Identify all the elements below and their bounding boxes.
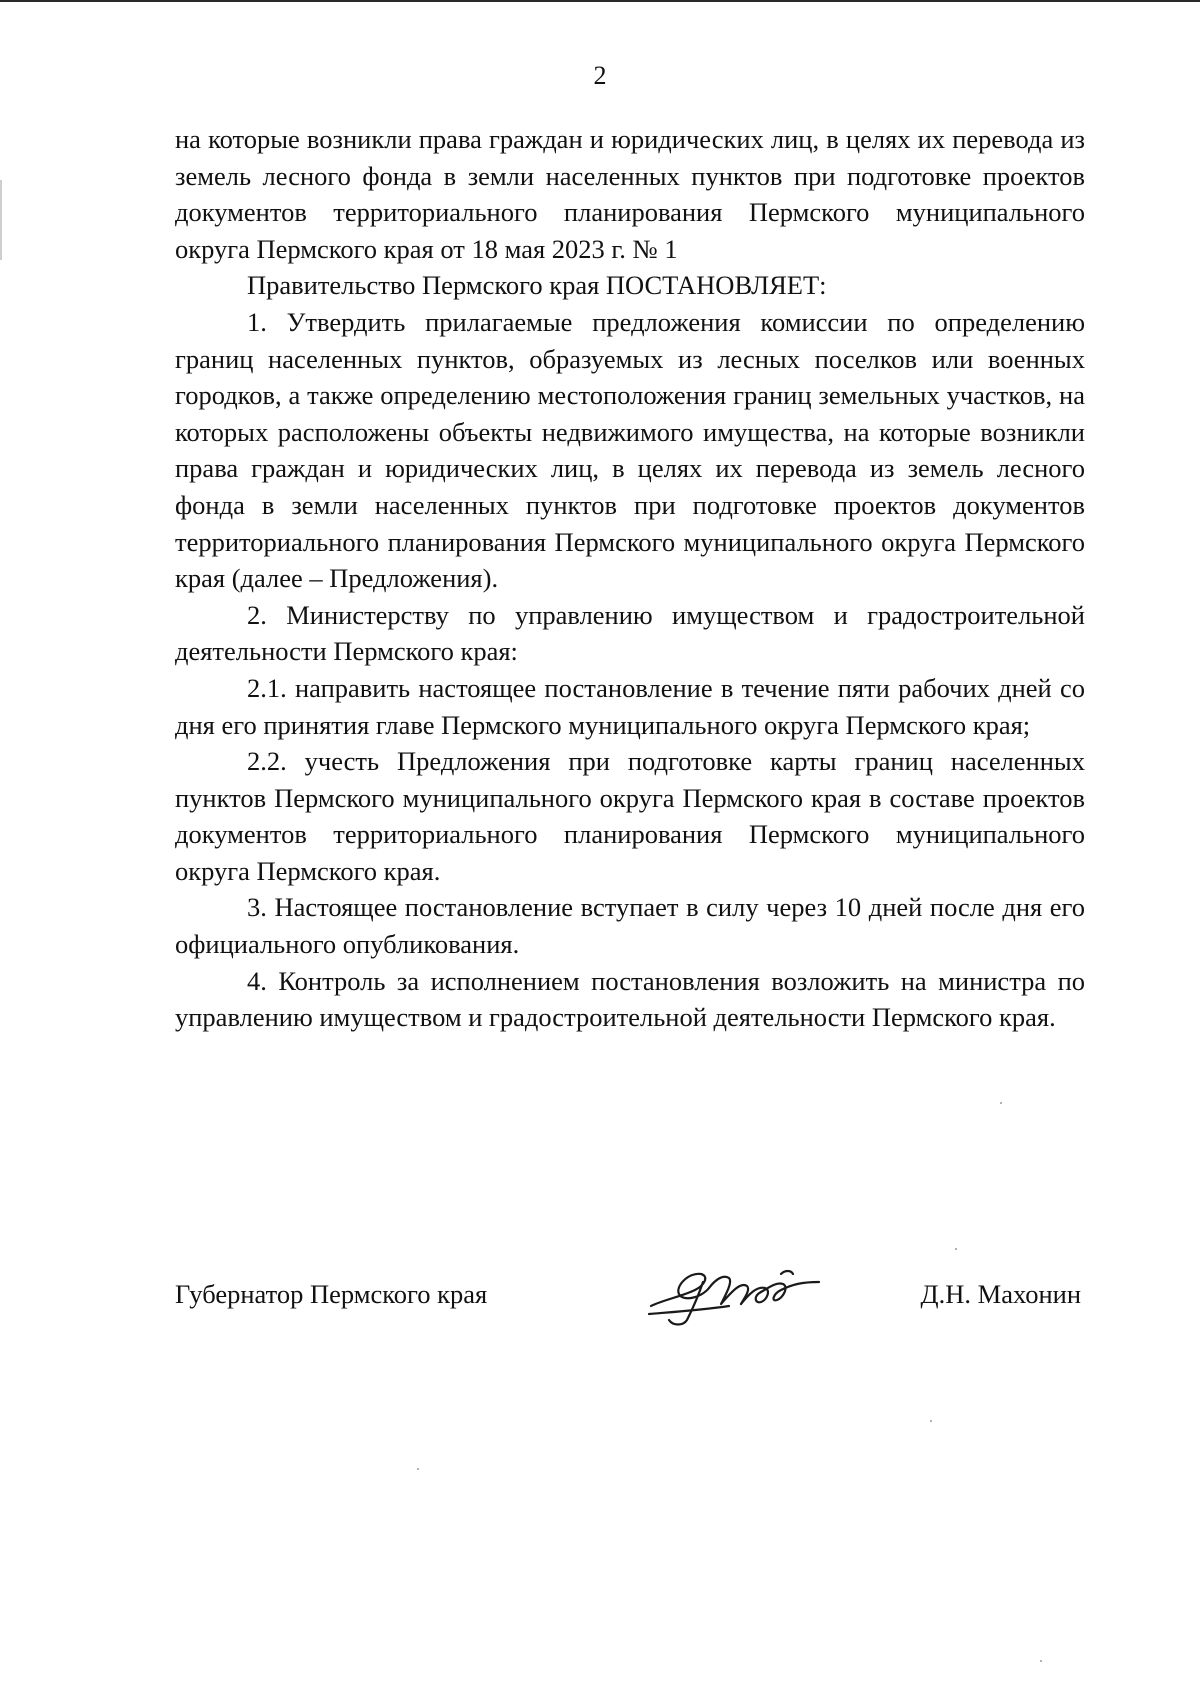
paragraph-item-3: 3. Настоящее постановление вступает в силу через 10 дней после дня его официального опубликования. (175, 892, 1085, 960)
scan-speck (930, 1420, 932, 1422)
signatory-name: Д.Н. Махонин (920, 1279, 1081, 1309)
paragraph-item-2-1: 2.1. направить настоящее постановление в течение пяти рабочих дней со дня его принятия главе Пермского муниципального округа Пермского края; (175, 672, 1085, 740)
document-body (175, 121, 1085, 1036)
paragraph-item-4: 4. Контроль за исполнением постановления возложить на министра по управлению имуществом и градостроительной деятельности Пермского края. (175, 965, 1085, 1033)
scan-edge-top (0, 0, 1200, 2)
signature-block (175, 1268, 1085, 1348)
signatory-position: Губернатор Пермского края (175, 1279, 488, 1309)
paragraph-resolves: Правительство Пермского края ПОСТАНОВЛЯЕТ: (247, 270, 827, 301)
page-number: 2 (593, 61, 607, 90)
scan-speck (1000, 1102, 1002, 1104)
scan-speck (955, 1248, 957, 1250)
scan-speck (417, 1468, 419, 1470)
scan-speck (1040, 1660, 1042, 1662)
handwritten-signature-icon (643, 1260, 823, 1330)
scan-edge-left (0, 180, 2, 260)
paragraph-item-2-2: 2.2. учесть Предложения при подготовке карты границ населенных пунктов Пермского муниципального округа Пермского края в составе проектов документов территориального планирования Пермского муниципального округа Пермского края. (175, 746, 1085, 886)
paragraph-item-1: 1. Утвердить прилагаемые предложения комиссии по определению границ населенных пунктов, образуемых из лесных поселков или военных городков, а также определению местоположения границ земельных участков, на которых расположены объекты недвижимого имущества, на которые возникли права граждан и юридических лиц, в целях их перевода из земель лесного фонда в земли населенных пунктов при подготовке проектов документов территориального планирования Пермского муниципального округа Пермского края (далее – Предложения). (175, 306, 1085, 594)
paragraph-item-2: 2. Министерству по управлению имуществом и градостроительной деятельности Пермского края: (175, 599, 1085, 667)
paragraph-preamble-continuation: на которые возникли права граждан и юридических лиц, в целях их перевода из земель лесного фонда в земли населенных пунктов при подготовке проектов документов территориального планирования Пермского муниципального округа Пермского края от 18 мая 2023 г. № 1 (175, 124, 1085, 264)
